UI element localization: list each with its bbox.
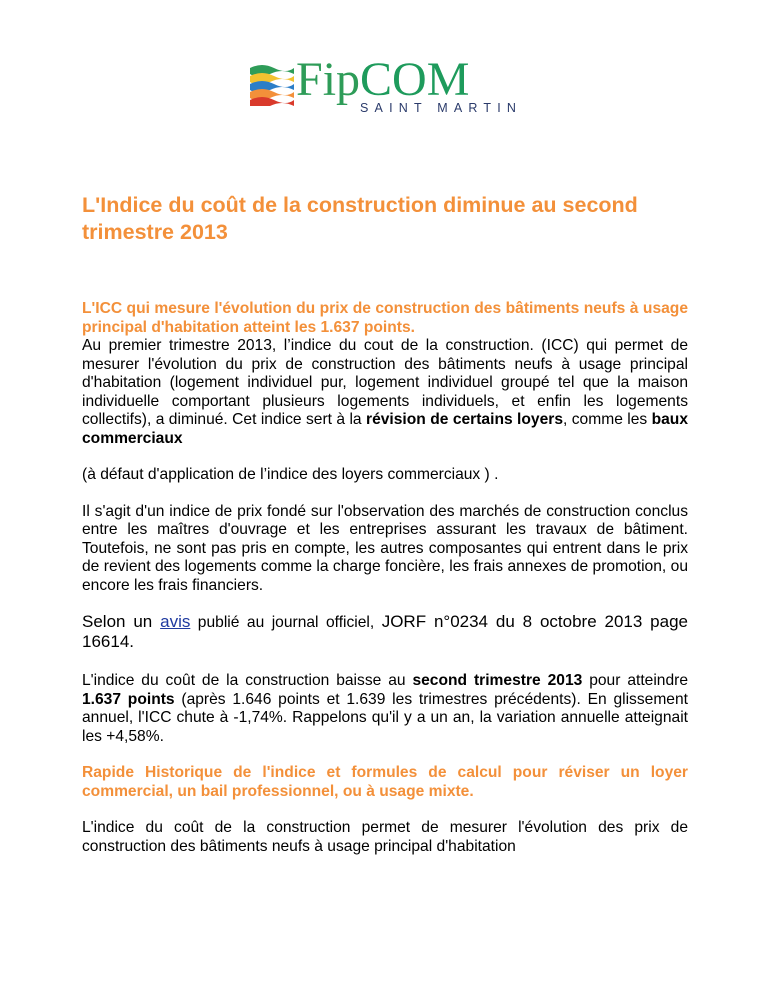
baisse-text-2: pour atteindre	[582, 672, 689, 689]
page-title: L'Indice du coût de la construction diminue au second trimestre 2013	[82, 193, 638, 244]
subheading-historique: Rapide Historique de l'indice et formules de calcul pour réviser un loyer commercial, un bail professionnel, ou à usage mixte.	[82, 764, 688, 800]
logo-flag-icon	[248, 62, 296, 106]
logo-subtitle: SAINT MARTIN	[360, 101, 523, 115]
article	[82, 192, 688, 856]
subheading-icc: L'ICC qui mesure l'évolution du prix de construction des bâtiments neufs à usage principal d'habitation atteint les 1.637 points.	[82, 300, 688, 336]
avis-text-2: publié au journal officiel,	[190, 614, 382, 631]
intro-bold-revision: révision de certains loyers	[366, 411, 563, 428]
paragraph-baisse	[82, 672, 688, 746]
baisse-bold-trimestre: second trimestre 2013	[412, 672, 583, 689]
intro-text: Au premier trimestre 2013, l’indice du cout de la construction. (ICC) qui permet de mesurer l'évolution du prix de construction des bâtiments neufs à usage principal d'habitation (logement individuel pur, logement individuel groupé tel que la maison individuelle comportant plusieurs logements individuels, et enfin les logements collectifs), a diminué. Cet indice sert à la	[82, 337, 688, 428]
paragraph-historique: L'indice du coût de la construction permet de mesurer l'évolution des prix de construction des bâtiments neufs à usage principal d'habitation	[82, 819, 688, 855]
paragraph-defaut: (à défaut d'application de l’indice des loyers commerciaux ) .	[82, 466, 499, 483]
baisse-text-3: (après 1.646 points et 1.639 les trimestres précédents). En glissement annuel, l'ICC chute à -1,74%. Rappelons qu'il y a un an, la variation annuelle atteignait les +4,58%.	[82, 690, 688, 745]
logo-com: COM	[360, 53, 470, 106]
intro-bold-baux: baux commerciaux	[82, 411, 689, 447]
fipcom-logo	[248, 53, 523, 118]
logo-fip: Fip	[296, 53, 361, 106]
baisse-text: L'indice du coût de la construction baisse au	[82, 672, 413, 689]
intro-text-2: , comme les	[563, 411, 652, 428]
jorf-reference: JORF n°0234 du 8 octobre 2013 page 16614.	[82, 612, 688, 651]
paragraph-avis	[82, 613, 688, 652]
baisse-bold-points: 1.637 points	[82, 690, 175, 708]
paragraph-intro	[82, 337, 688, 448]
paragraph-definition: Il s'agit d'un indice de prix fondé sur l'observation des marchés de construction conclus entre les maîtres d'ouvrage et les entreprises assurant les travaux de bâtiment. Toutefois, ne sont pas pris en compte, les autres composantes qui entrent dans le prix de revient des logements comme la charge foncière, les frais annexes de promotion, ou encore les frais financiers.	[82, 502, 688, 594]
avis-link[interactable]: avis	[160, 612, 191, 631]
avis-text: Selon un	[82, 612, 161, 631]
logo-wordmark	[296, 52, 469, 108]
